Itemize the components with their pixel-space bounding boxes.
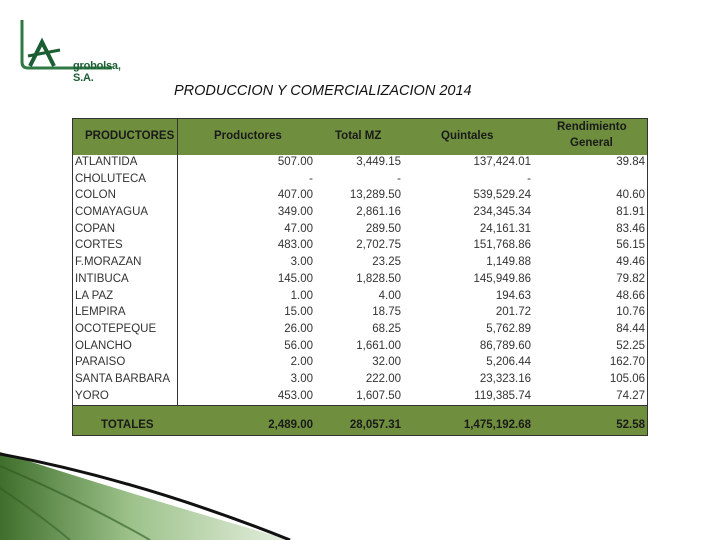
cell-rendimiento: 48.66 bbox=[616, 289, 645, 302]
cell-quintales: 201.72 bbox=[495, 306, 531, 319]
cell-productores: 483.00 bbox=[277, 239, 313, 252]
cell-rendimiento: 79.82 bbox=[616, 272, 645, 285]
cell-quintales: 86,789.60 bbox=[479, 339, 531, 352]
table-row bbox=[73, 339, 647, 356]
production-table bbox=[72, 118, 648, 436]
cell-rendimiento: 81.91 bbox=[616, 206, 645, 219]
cell-total-mz: 18.75 bbox=[372, 306, 401, 319]
cell-productores: - bbox=[309, 172, 313, 185]
cell-quintales: 119,385.74 bbox=[474, 389, 531, 402]
cell-total-mz: 13,289.50 bbox=[349, 189, 401, 202]
cell-quintales: 151,768.86 bbox=[473, 239, 531, 252]
cell-productores: 56.00 bbox=[284, 339, 313, 352]
cell-productores: 3.00 bbox=[290, 372, 313, 385]
cell-departamento: COLON bbox=[75, 189, 116, 202]
cell-rendimiento: 105.06 bbox=[609, 372, 645, 385]
totals-quintales: 1,475,192.68 bbox=[463, 419, 531, 431]
cell-departamento: COMAYAGUA bbox=[75, 206, 149, 219]
cell-quintales: 137,424.01 bbox=[473, 156, 531, 168]
cell-productores: 1.00 bbox=[290, 289, 313, 302]
cell-total-mz: 222.00 bbox=[365, 372, 401, 385]
cell-total-mz: 4.00 bbox=[378, 289, 401, 302]
cell-quintales: 1,149.88 bbox=[486, 256, 531, 269]
cell-quintales: - bbox=[527, 172, 531, 185]
cell-total-mz: 3,449.15 bbox=[356, 156, 401, 168]
cell-rendimiento: 83.46 bbox=[616, 222, 645, 235]
logo-text: grobolsa, S.A. bbox=[73, 60, 121, 84]
table-row bbox=[73, 205, 647, 222]
cell-rendimiento: 40.60 bbox=[616, 189, 645, 202]
table-row bbox=[73, 372, 647, 389]
cell-total-mz: - bbox=[397, 172, 401, 185]
table-row bbox=[73, 172, 647, 189]
cell-departamento: CHOLUTECA bbox=[75, 172, 146, 185]
cell-total-mz: 1,607.50 bbox=[356, 389, 401, 402]
header-divider bbox=[177, 119, 178, 155]
cell-departamento: LEMPIRA bbox=[75, 306, 126, 319]
cell-rendimiento: 39.84 bbox=[616, 156, 645, 168]
cell-quintales: 5,762.89 bbox=[486, 322, 531, 335]
table-row bbox=[73, 389, 647, 406]
cell-total-mz: 1,661.00 bbox=[356, 339, 401, 352]
cell-quintales: 23,323.16 bbox=[479, 372, 531, 385]
cell-rendimiento: 162.70 bbox=[609, 356, 645, 369]
table-row bbox=[73, 255, 647, 272]
header-productores: Productores bbox=[214, 130, 282, 142]
cell-productores: 507.00 bbox=[277, 156, 313, 168]
header-total-mz: Total MZ bbox=[335, 130, 382, 142]
cell-departamento: OLANCHO bbox=[75, 339, 132, 352]
header-quintales: Quintales bbox=[441, 130, 494, 142]
table-row bbox=[73, 155, 647, 172]
cell-productores: 145.00 bbox=[277, 272, 313, 285]
cell-rendimiento: 74.27 bbox=[616, 389, 645, 402]
cell-total-mz: 23.25 bbox=[372, 256, 401, 269]
cell-departamento: OCOTEPEQUE bbox=[75, 322, 157, 335]
cell-productores: 15.00 bbox=[284, 306, 313, 319]
header-rendimiento: Rendimiento bbox=[557, 121, 627, 133]
cell-rendimiento: 56.15 bbox=[616, 239, 645, 252]
table-row bbox=[73, 222, 647, 239]
cell-quintales: 539,529.24 bbox=[473, 189, 531, 202]
header-general: General bbox=[570, 137, 613, 149]
cell-quintales: 145,949.86 bbox=[473, 272, 531, 285]
cell-total-mz: 32.00 bbox=[372, 356, 401, 369]
cell-productores: 47.00 bbox=[284, 222, 313, 235]
cell-departamento: CORTES bbox=[75, 239, 123, 252]
totals-productores: 2,489.00 bbox=[268, 419, 313, 431]
cell-productores: 2.00 bbox=[290, 356, 313, 369]
cell-departamento: SANTA BARBARA bbox=[75, 372, 171, 385]
cell-departamento: ATLANTIDA bbox=[75, 156, 138, 168]
cell-total-mz: 1,828.50 bbox=[356, 272, 401, 285]
cell-quintales: 234,345.34 bbox=[473, 206, 531, 219]
cell-total-mz: 2,861.16 bbox=[356, 206, 401, 219]
cell-quintales: 194.63 bbox=[495, 289, 531, 302]
totals-label: TOTALES bbox=[101, 419, 154, 431]
table-row bbox=[73, 238, 647, 255]
cell-departamento: F.MORAZAN bbox=[75, 256, 142, 269]
cell-rendimiento: 84.44 bbox=[616, 322, 645, 335]
table-row bbox=[73, 322, 647, 339]
table-row bbox=[73, 188, 647, 205]
cell-productores: 349.00 bbox=[277, 206, 313, 219]
table-header bbox=[73, 119, 647, 155]
cell-quintales: 24,161.31 bbox=[479, 222, 531, 235]
cell-rendimiento: 52.25 bbox=[616, 339, 645, 352]
cell-departamento: LA PAZ bbox=[75, 289, 114, 302]
company-logo bbox=[16, 16, 121, 84]
header-departamento: PRODUCTORES bbox=[85, 130, 175, 142]
totals-rendimiento: 52.58 bbox=[616, 419, 645, 431]
cell-departamento: PARAISO bbox=[75, 356, 126, 369]
cell-productores: 407.00 bbox=[277, 189, 313, 202]
cell-rendimiento: 10.76 bbox=[616, 306, 645, 319]
table-row bbox=[73, 305, 647, 322]
table-row bbox=[73, 355, 647, 372]
cell-departamento: COPAN bbox=[75, 222, 116, 235]
cell-departamento: YORO bbox=[75, 389, 109, 402]
cell-rendimiento: 49.46 bbox=[616, 256, 645, 269]
cell-productores: 453.00 bbox=[277, 389, 313, 402]
table-row bbox=[73, 272, 647, 289]
cell-total-mz: 2,702.75 bbox=[356, 239, 401, 252]
cell-departamento: INTIBUCA bbox=[75, 272, 129, 285]
totals-total-mz: 28,057.31 bbox=[349, 419, 401, 431]
cell-total-mz: 289.50 bbox=[365, 222, 401, 235]
table-body bbox=[73, 155, 647, 405]
cell-total-mz: 68.25 bbox=[372, 322, 401, 335]
cell-productores: 3.00 bbox=[290, 256, 313, 269]
decorative-swoosh bbox=[0, 440, 720, 540]
cell-productores: 26.00 bbox=[284, 322, 313, 335]
page-title: PRODUCCION Y COMERCIALIZACION 2014 bbox=[174, 83, 472, 99]
cell-quintales: 5,206.44 bbox=[486, 356, 531, 369]
totals-row bbox=[73, 405, 647, 435]
table-row bbox=[73, 289, 647, 306]
